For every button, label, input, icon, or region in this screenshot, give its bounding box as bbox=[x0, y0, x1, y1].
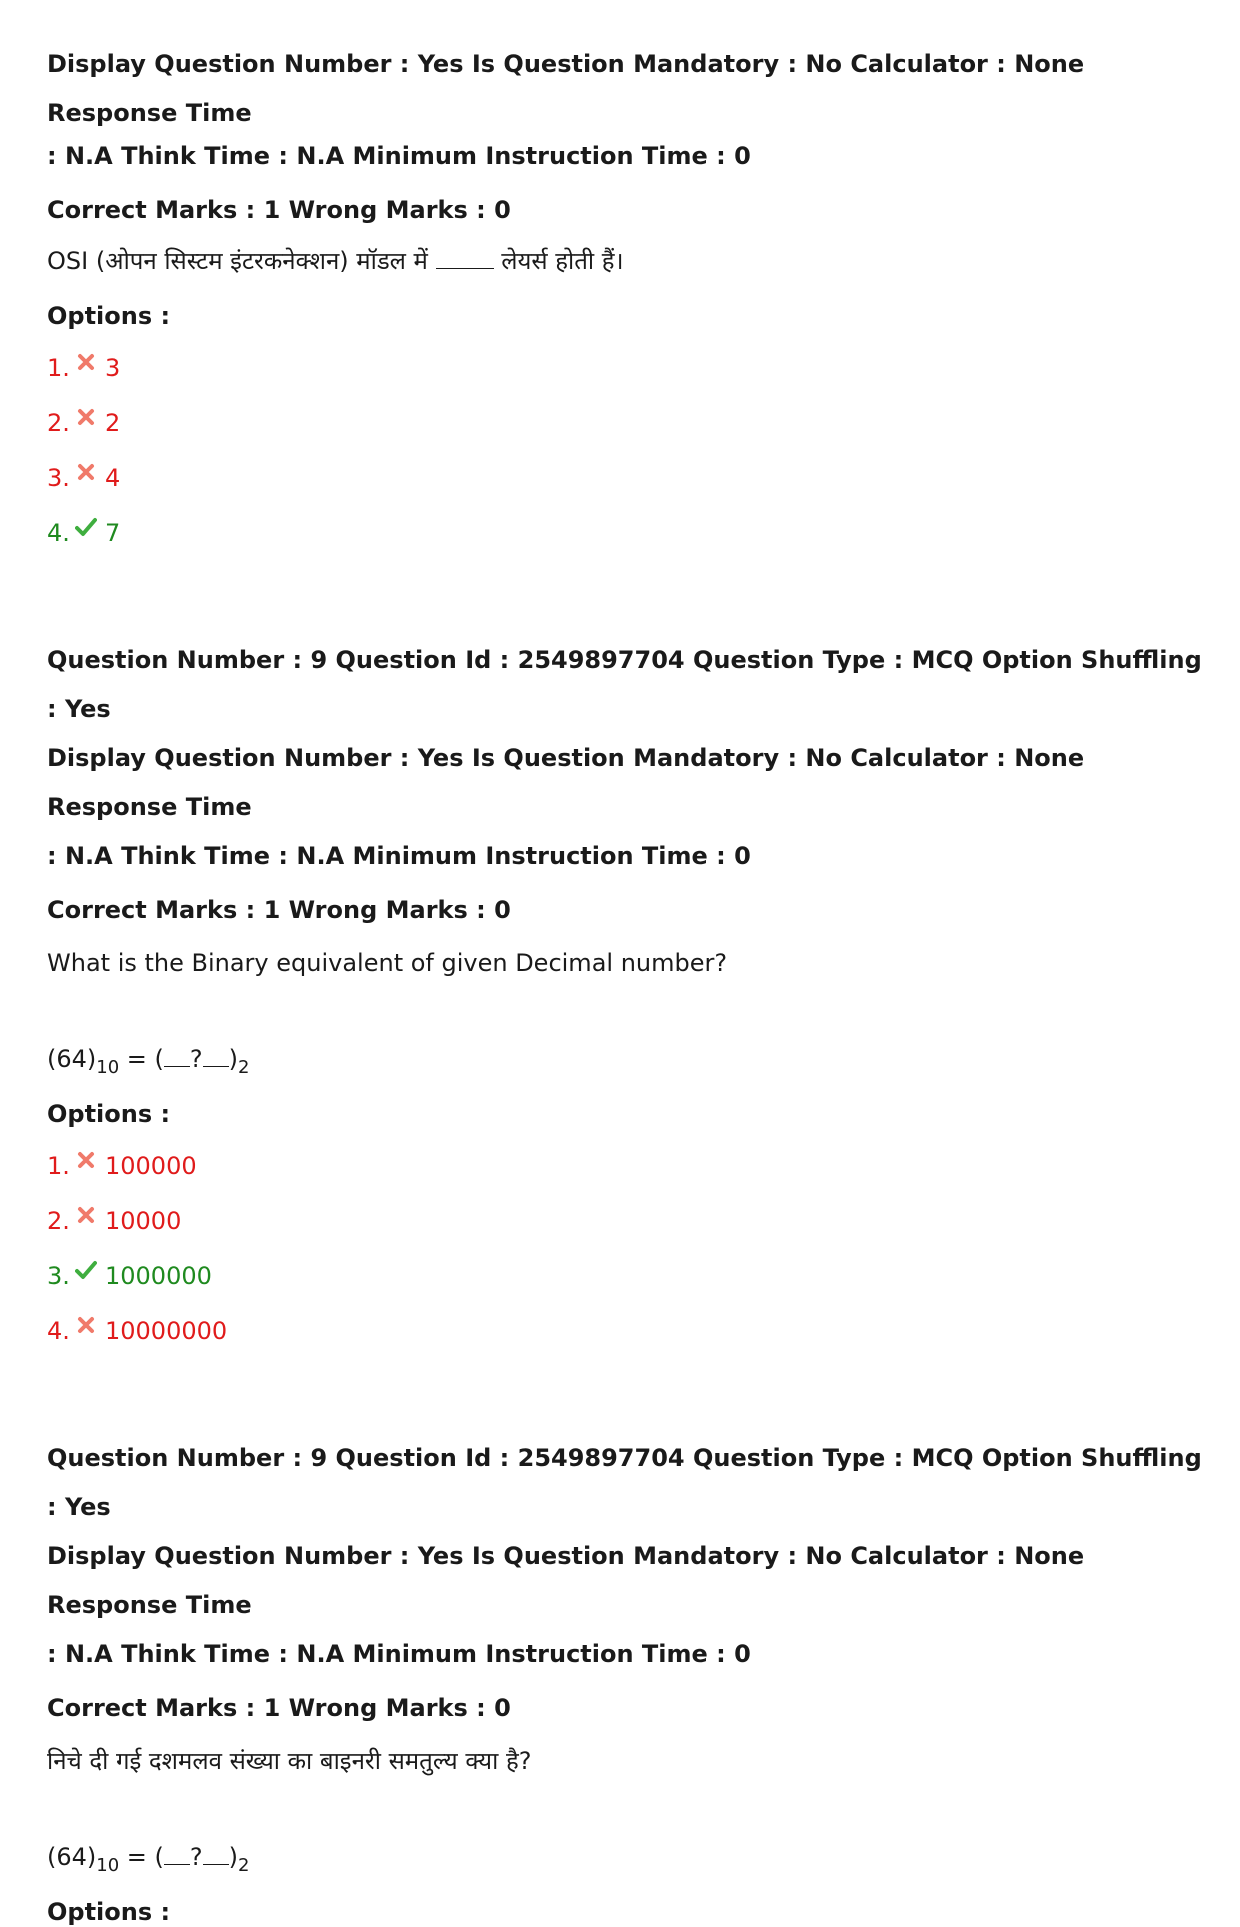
option-text: 7 bbox=[105, 519, 121, 547]
options-label: Options : bbox=[47, 1100, 171, 1128]
formula-base-subscript: 10 bbox=[96, 1057, 120, 1078]
marks-line: Correct Marks : 1 Wrong Marks : 0 bbox=[47, 196, 511, 224]
formula-target-subscript: 2 bbox=[238, 1855, 250, 1876]
question-text bbox=[47, 245, 1207, 277]
formula-equals: = ( bbox=[119, 1045, 164, 1073]
wrong-cross-icon bbox=[75, 351, 97, 373]
question-text-suffix: लेयर्स होती हैं। bbox=[501, 247, 624, 275]
conversion-formula bbox=[47, 1841, 1207, 1876]
question-meta-line: Question Number : 9 Question Id : 2549897704 Question Type : MCQ Option Shuffling : Yes bbox=[47, 1444, 1202, 1521]
question-block-osi bbox=[47, 40, 1207, 548]
option-text: 100000 bbox=[105, 1152, 197, 1180]
option-item bbox=[47, 1261, 1207, 1291]
formula-close: ) bbox=[228, 1843, 239, 1871]
formula-base-value: (64) bbox=[47, 1843, 97, 1871]
formula-target-subscript: 2 bbox=[238, 1057, 250, 1078]
question-meta-line: : N.A Think Time : N.A Minimum Instruction Time : 0 bbox=[47, 1640, 751, 1668]
formula-blank bbox=[203, 1044, 229, 1067]
question-text: What is the Binary equivalent of given Decimal number? bbox=[47, 949, 728, 977]
option-number: 3. bbox=[47, 464, 70, 492]
formula-unknown: ? bbox=[189, 1843, 203, 1871]
wrong-cross-icon bbox=[75, 406, 97, 428]
question-meta-line: Display Question Number : Yes Is Question Mandatory : No Calculator : None Response Time bbox=[47, 1542, 1085, 1619]
question-block-binary-en bbox=[47, 636, 1207, 1346]
formula-base-subscript: 10 bbox=[96, 1855, 120, 1876]
option-text: 3 bbox=[105, 354, 121, 382]
question-separator bbox=[47, 548, 1207, 636]
option-item bbox=[47, 518, 1207, 548]
option-number: 4. bbox=[47, 1317, 70, 1345]
formula-equals: = ( bbox=[119, 1843, 164, 1871]
formula-blank bbox=[164, 1044, 190, 1067]
formula-blank bbox=[164, 1842, 190, 1865]
option-text: 10000000 bbox=[105, 1317, 228, 1345]
option-number: 1. bbox=[47, 354, 70, 382]
answer-blank bbox=[436, 246, 494, 269]
option-item bbox=[47, 1316, 1207, 1346]
options-label: Options : bbox=[47, 1898, 171, 1926]
marks-line: Correct Marks : 1 Wrong Marks : 0 bbox=[47, 896, 511, 924]
option-text: 1000000 bbox=[105, 1262, 212, 1290]
option-text: 4 bbox=[105, 464, 121, 492]
question-meta-line: : N.A Think Time : N.A Minimum Instruction Time : 0 bbox=[47, 842, 751, 870]
option-number: 2. bbox=[47, 409, 70, 437]
option-item bbox=[47, 463, 1207, 493]
correct-check-icon bbox=[75, 516, 97, 538]
option-number: 4. bbox=[47, 519, 70, 547]
question-text-prefix: OSI (ओपन सिस्टम इंटरकनेक्शन) मॉडल में bbox=[47, 247, 428, 275]
question-meta-line: Display Question Number : Yes Is Question Mandatory : No Calculator : None Response Time bbox=[47, 50, 1085, 127]
wrong-cross-icon bbox=[75, 461, 97, 483]
option-text: 2 bbox=[105, 409, 121, 437]
option-item bbox=[47, 353, 1207, 383]
formula-base-value: (64) bbox=[47, 1045, 97, 1073]
correct-check-icon bbox=[75, 1259, 97, 1281]
question-separator bbox=[47, 1346, 1207, 1434]
conversion-formula bbox=[47, 1043, 1207, 1078]
question-block-binary-hi bbox=[47, 1434, 1207, 1927]
wrong-cross-icon bbox=[75, 1149, 97, 1171]
formula-close: ) bbox=[228, 1045, 239, 1073]
option-item bbox=[47, 408, 1207, 438]
option-number: 1. bbox=[47, 1152, 70, 1180]
option-number: 3. bbox=[47, 1262, 70, 1290]
option-text: 10000 bbox=[105, 1207, 182, 1235]
option-item bbox=[47, 1206, 1207, 1236]
question-meta-line: Question Number : 9 Question Id : 2549897704 Question Type : MCQ Option Shuffling : Yes bbox=[47, 646, 1202, 723]
question-paper-page bbox=[47, 40, 1207, 1927]
option-item bbox=[47, 1151, 1207, 1181]
options-label: Options : bbox=[47, 302, 171, 330]
question-text: निचे दी गई दशमलव संख्या का बाइनरी समतुल्य क्या है? bbox=[47, 1747, 532, 1775]
wrong-cross-icon bbox=[75, 1204, 97, 1226]
wrong-cross-icon bbox=[75, 1314, 97, 1336]
marks-line: Correct Marks : 1 Wrong Marks : 0 bbox=[47, 1694, 511, 1722]
formula-unknown: ? bbox=[189, 1045, 203, 1073]
question-meta-line: Display Question Number : Yes Is Question Mandatory : No Calculator : None Response Time bbox=[47, 744, 1085, 821]
option-number: 2. bbox=[47, 1207, 70, 1235]
formula-blank bbox=[203, 1842, 229, 1865]
question-meta-line: : N.A Think Time : N.A Minimum Instruction Time : 0 bbox=[47, 142, 751, 170]
